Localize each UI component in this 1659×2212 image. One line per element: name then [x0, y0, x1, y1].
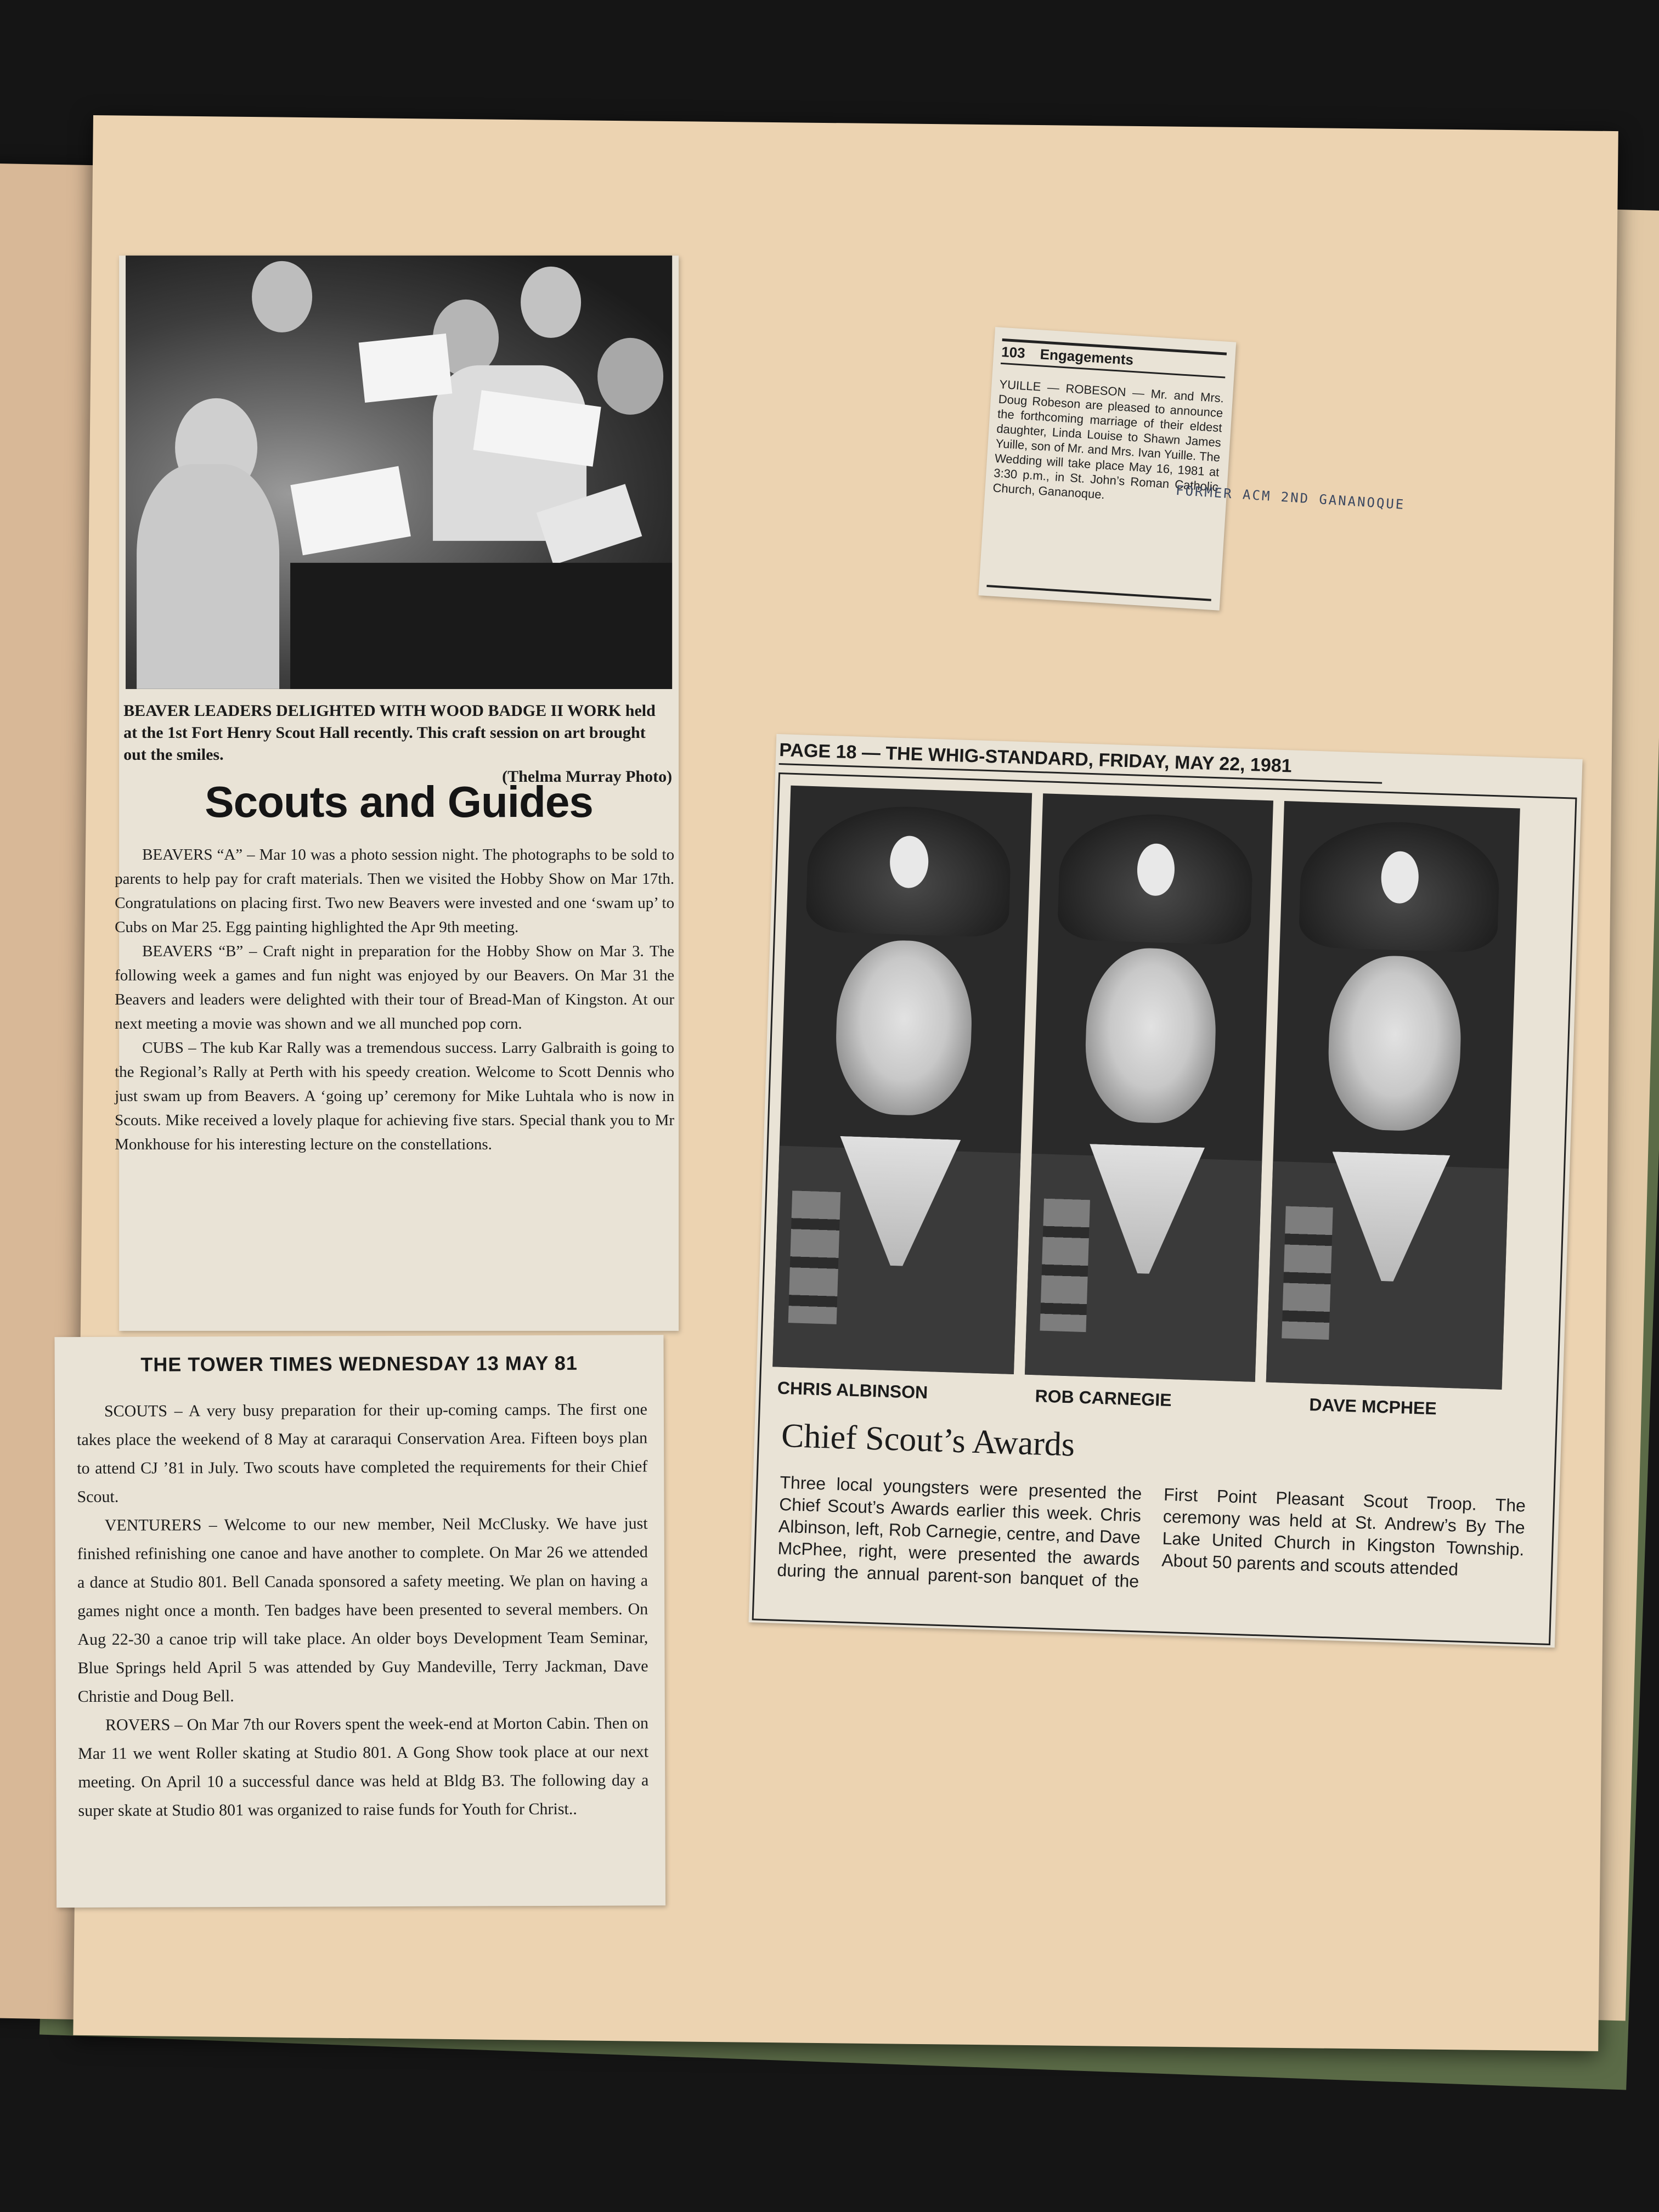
portrait-chris-albinson: [772, 786, 1032, 1374]
scouts-and-guides-body: [115, 843, 674, 1156]
scouts-and-guides-clipping: [115, 256, 679, 1331]
beavers-b-paragraph: BEAVERS “B” – Craft night in preparation for the Hobby Show on Mar 3. The following week a games and fun night was enjoyed by our Beavers. On Mar 31 the Beavers and leaders were delighted with their tour of Bread-Man of Kingston. At our next meeting a movie was shown and we all munched pop corn.: [115, 942, 675, 1032]
engagement-rule: [986, 585, 1211, 601]
photo-caption-headline: BEAVER LEADERS DELIGHTED WITH WOOD BADGE II WORK: [123, 701, 622, 720]
tower-times-body: [77, 1395, 649, 1825]
beaver-leaders-photo: [126, 256, 672, 689]
engagement-text: YUILLE — ROBESON — Mr. and Mrs. Doug Robeson are pleased to announce the forthcoming marriage of their eldest daughter, Linda Louise to Shawn James Yuille, son of Mr. and Mrs. Ivan Yuille. The Wedding will take place May 16, 1981 at 3:30 p.m., in St. John’s Roman Catholic Church, Gananoque.: [992, 377, 1224, 502]
scrapbook-page: [73, 115, 1618, 2051]
whig-standard-header: PAGE 18 — THE WHIG-STANDARD, FRIDAY, MAY 22, 1981: [779, 740, 1383, 784]
photo-caption: [123, 700, 672, 788]
beavers-a-paragraph: BEAVERS “A” – Mar 10 was a photo session night. The photographs to be sold to parents to help pay for craft materials. Then we visited the Hobby Show on Mar 17th. Congratulations on placing first. Two new Beavers were invested and one ‘swam up’ to Cubs on Mar 25. Egg painting highlighted the Apr 9th meeting.: [115, 845, 675, 936]
name-label: CHRIS ALBINSON: [777, 1378, 928, 1403]
cubs-paragraph: CUBS – The kub Kar Rally was a tremendous success. Larry Galbraith is going to the Regional’s Rally at Perth with his speedy creation. Welcome to Scott Dennis who just swam up from Beavers. A ‘going up’ ceremony for Mike Luhtala who is now in Scouts. Mike received a lovely plaque for achieving five stars. Special thank you to Mr Monkhouse for his interesting lecture on the constellations.: [115, 1039, 675, 1153]
section-number: 103: [1001, 343, 1026, 362]
rovers-paragraph: ROVERS – On Mar 7th our Rovers spent the week-end at Morton Cabin. Then on Mar 11 we went Roller skating at Studio 801. A Gong Show took place at our next meeting. On April 10 a successful dance was held at Bldg B3. The following day a super skate at Studio 801 was organized to raise funds for Youth for Christ..: [78, 1714, 649, 1820]
whig-standard-clipping: [748, 734, 1582, 1647]
photo-caption-text: held at the 1st Fort Henry Scout Hall recently. This craft session on art brought out the smiles.: [123, 701, 656, 764]
scouts-and-guides-title: Scouts and Guides: [205, 777, 593, 826]
name-label: ROB CARNEGIE: [1035, 1386, 1172, 1410]
engagement-clipping: [978, 327, 1236, 611]
section-title: Engagements: [1039, 346, 1134, 368]
name-label: DAVE MCPHEE: [1308, 1395, 1437, 1419]
tower-times-clipping: [54, 1335, 665, 1908]
photo-credit: (Thelma Murray Photo): [502, 767, 673, 786]
tower-times-header: THE TOWER TIMES WEDNESDAY 13 MAY 81: [140, 1351, 578, 1376]
engagements-header: [1001, 338, 1227, 379]
scouts-paragraph: SCOUTS – A very busy preparation for their up-coming camps. The first one takes place the weekend of 8 May at cararaqui Conservation Area. Fifteen boys plan to attend CJ ’81 in July. Two scouts have completed the requirements for their Chief Scout.: [77, 1400, 648, 1506]
portrait-rob-carnegie: [1025, 793, 1273, 1382]
portrait-dave-mcphee: [1266, 801, 1520, 1390]
chief-scout-awards-body: Three local youngsters were presented the Chief Scout’s Awards earlier this week. Chris Albinson, left, Rob Carnegie, centre, and Dave McPhee, right, were presented the awards during the annual parent-son banquet of the First Point Pleasant Scout Troop. The ceremony was held at St. Andrew’s By The Lake United Church in Kingston Township. About 50 parents and scouts attended: [776, 1472, 1526, 1592]
chief-scout-awards-title: Chief Scout’s Awards: [781, 1417, 1076, 1464]
venturers-paragraph: VENTURERS – Welcome to our new member, Neil McClusky. We have just finished refinishing one canoe and have another to complete. On Mar 26 we attended a dance at Studio 801. Bell Canada sponsored a safety meeting. We plan on having a games night once a month. Ten badges have been presented to several members. On Aug 22-30 a canoe trip will take place. An older boys Development Team Seminar, Blue Springs held April 5 was attended by Guy Mandeville, Terry Jackman, Dave Christie and Doug Bell.: [77, 1514, 648, 1706]
chief-scout-awards-box: [752, 772, 1577, 1645]
handwritten-note: FORMER ACM 2ND GANANOQUE: [1175, 482, 1406, 513]
